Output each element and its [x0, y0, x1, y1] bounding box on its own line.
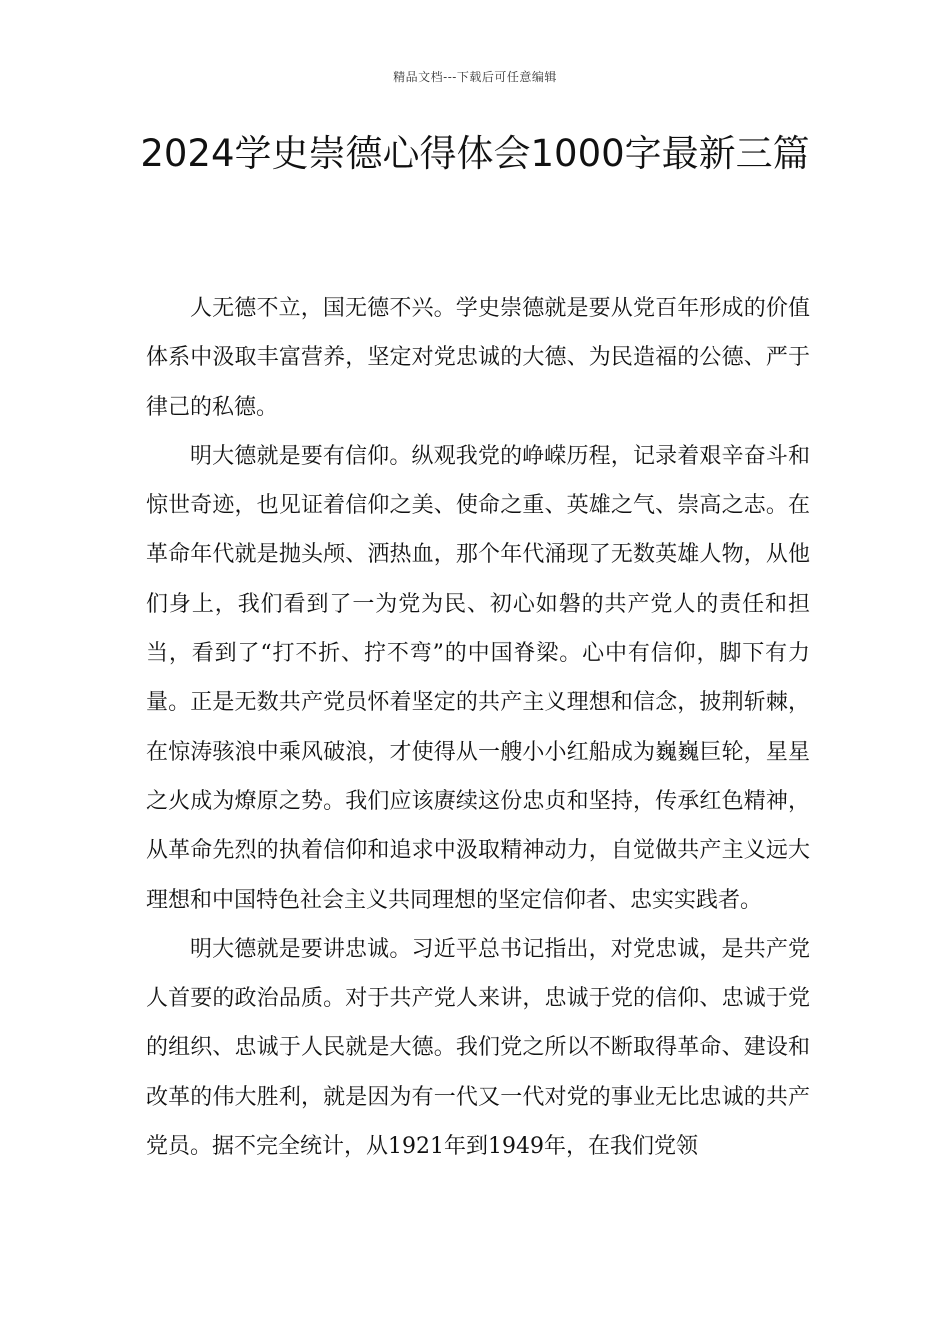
paragraph-1: 人无德不立，国无德不兴。学史崇德就是要从党百年形成的价值体系中汲取丰富营养，坚定对党忠诚的大德、为民造福的公德、严于律己的私德。 — [146, 296, 810, 420]
paragraph-3: 明大德就是要讲忠诚。习近平总书记指出，对党忠诚，是共产党人首要的政治品质。对于共产党人来讲，忠诚于党的信仰、忠诚于党的组织、忠诚于人民就是大德。我们党之所以不断取得革命、建设和改革的伟大胜利，就是因为有一代又一代对党的事业无比忠诚的共产党员。据不完全统计，从1921年到1949年，在我们党领 — [146, 936, 810, 1160]
document-body — [146, 284, 810, 1171]
paragraph-2: 明大德就是要有信仰。纵观我党的峥嵘历程，记录着艰辛奋斗和惊世奇迹，也见证着信仰之美、使命之重、英雄之气、崇高之志。在革命年代就是抛头颅、洒热血，那个年代涌现了无数英雄人物，从他们身上，我们看到了一为党为民、初心如磐的共产党人的责任和担当，看到了“打不折、拧不弯”的中国脊梁。心中有信仰，脚下有力量。正是无数共产党员怀着坚定的共产主义理想和信念，披荆斩棘，在惊涛骇浪中乘风破浪，才使得从一艘小小红船成为巍巍巨轮，星星之火成为燎原之势。我们应该赓续这份忠贞和坚持，传承红色精神，从革命先烈的执着信仰和追求中汲取精神动力，自觉做共产主义远大理想和中国特色社会主义共同理想的坚定信仰者、忠实实践者。 — [146, 443, 810, 913]
header-note: 精品文档---下载后可任意编辑 — [393, 70, 557, 84]
document-title: 2024学史崇德心得体会1000字最新三篇 — [140, 132, 810, 175]
